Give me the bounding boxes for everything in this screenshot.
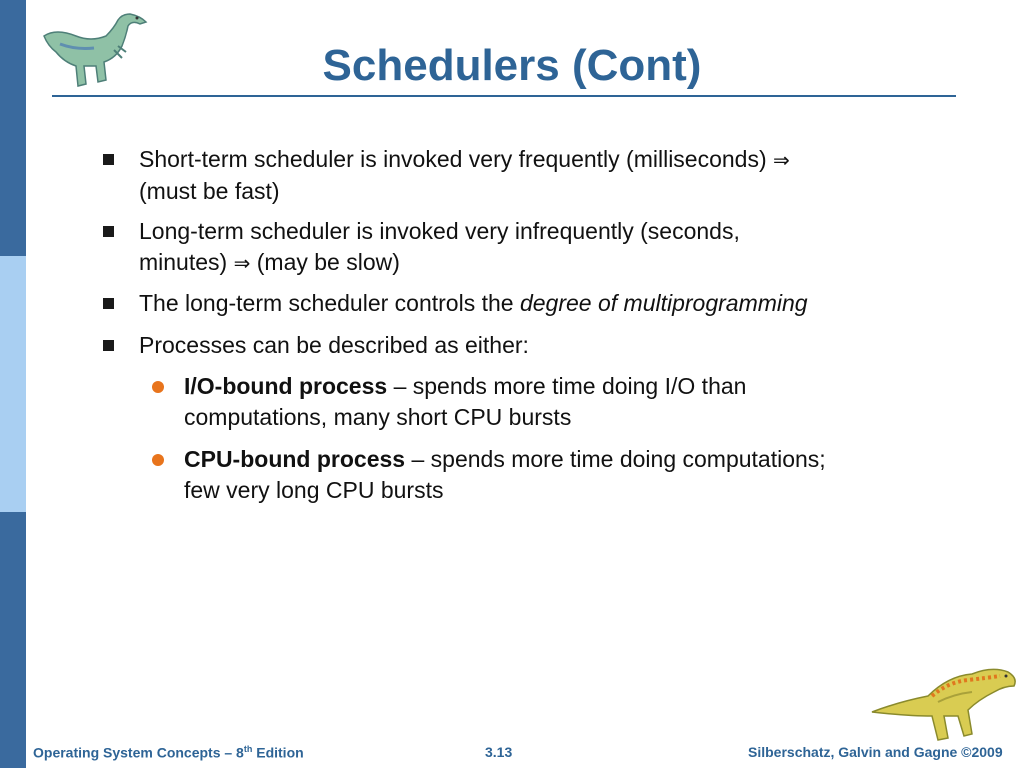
bullet-text-continued: (must be fast) xyxy=(139,178,280,204)
square-bullet-icon xyxy=(103,226,114,237)
round-bullet-icon xyxy=(152,381,164,393)
sub-bullet-item xyxy=(184,371,746,433)
square-bullet-icon xyxy=(103,298,114,309)
dinosaur-mascot-icon xyxy=(868,656,1020,744)
bullet-text-continued: (may be slow) xyxy=(256,249,400,275)
bullet-item xyxy=(139,288,808,319)
footer-edition-superscript: th xyxy=(243,744,253,754)
footer-book-title-text: Operating System Concepts – 8 xyxy=(33,744,244,761)
footer-book-title xyxy=(33,744,304,761)
sub-bullet-text: – spends more time doing computations; xyxy=(405,446,826,472)
footer-authors: Silberschatz, Galvin and Gagne ©2009 xyxy=(748,744,1003,760)
bullet-item xyxy=(139,330,529,361)
bullet-text: Long-term scheduler is invoked very infrequently (seconds, xyxy=(139,218,740,244)
square-bullet-icon xyxy=(103,154,114,165)
bullet-item xyxy=(139,216,740,279)
emphasized-term: degree of multiprogramming xyxy=(519,290,808,316)
sub-bullet-text: – spends more time doing I/O than xyxy=(387,373,747,399)
bullet-item xyxy=(139,144,790,207)
bullet-text: Short-term scheduler is invoked very frequently (milliseconds) xyxy=(139,146,767,172)
footer-edition-text: Edition xyxy=(252,744,304,761)
bullet-text-continued: minutes) xyxy=(139,249,228,275)
sub-bullet-item xyxy=(184,444,826,506)
implies-arrow-icon: ⇒ xyxy=(233,251,251,275)
bullet-text: The long-term scheduler controls the xyxy=(139,290,520,316)
square-bullet-icon xyxy=(103,340,114,351)
slide-title: Schedulers (Cont) xyxy=(322,41,702,90)
sub-bullet-term: I/O-bound process xyxy=(184,373,388,399)
sub-bullet-term: CPU-bound process xyxy=(184,446,406,472)
sub-bullet-text-continued: few very long CPU bursts xyxy=(184,477,444,503)
round-bullet-icon xyxy=(152,454,164,466)
sub-bullet-text-continued: computations, many short CPU bursts xyxy=(184,404,572,430)
implies-arrow-icon: ⇒ xyxy=(773,148,790,172)
bullet-text: Processes can be described as either: xyxy=(139,332,529,358)
slide-number: 3.13 xyxy=(485,744,513,760)
